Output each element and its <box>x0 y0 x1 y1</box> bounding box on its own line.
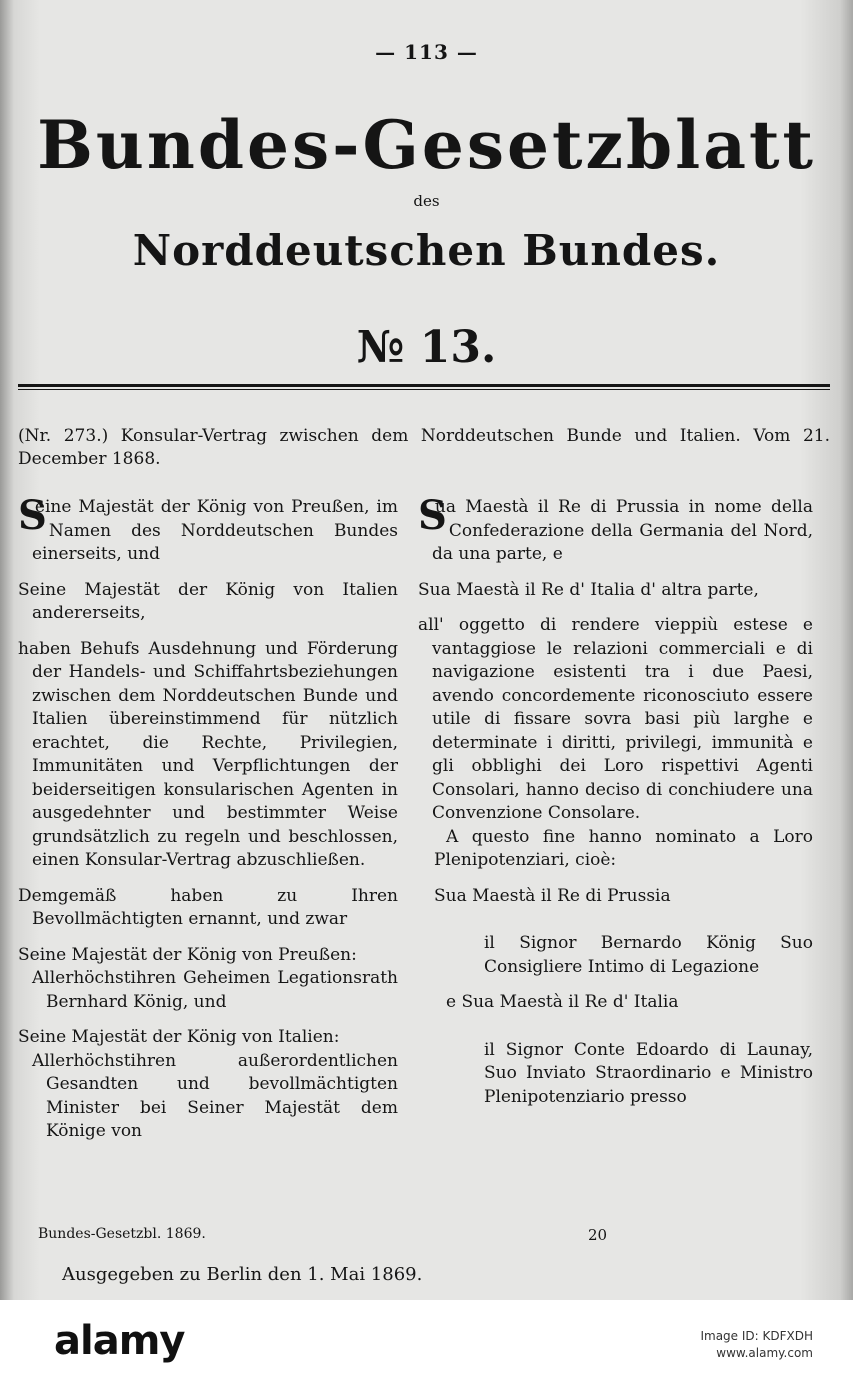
title-article: des <box>413 192 440 210</box>
german-paragraph-7: Seine Majestät der König von Italien: <box>18 1027 340 1047</box>
treaty-heading: (Nr. 273.) Konsular-Vertrag zwischen dem Norddeutschen Bunde und Italien. Vom 21. December 1868. <box>18 426 830 469</box>
italian-paragraph-4: A questo fine hanno nominato a Loro Plenipotenziari, cioè: <box>434 826 813 870</box>
german-paragraph-2: Seine Majestät der König von Italien andererseits, <box>18 579 398 623</box>
italian-column <box>418 492 813 1109</box>
issue-number: № 13. <box>356 322 497 373</box>
italian-paragraph-6: il Signor Bernardo König Suo Consigliere Intimo di Legazione <box>484 933 813 977</box>
image-id: Image ID: KDFXDH <box>700 1329 813 1343</box>
german-paragraph-1-text: eine Majestät der König von Preußen, im Namen des Norddeutschen Bundes einerseits, und <box>32 497 398 564</box>
german-paragraph-3: haben Behufs Ausdehnung und Förderung der Handels- und Schiffahrtsbeziehungen zwischen dem Norddeutschen Bunde und Italien übereinstimmend für nützlich erachtet, die Rechte, Privilegien, Immunitäten und Verpflichtungen der beiderseitigen konsularischen Agenten in ausgedehnter und bestimmter Weise grundsätzlich zu regeln und beschlossen, einen Konsular-Vertrag abzuschließen. <box>18 638 398 870</box>
gazette-subtitle: Norddeutschen Bundes. <box>132 226 721 275</box>
italian-initial: S <box>418 492 447 539</box>
signature-number: 20 <box>588 1226 608 1244</box>
german-paragraph-8: Allerhöchstihren außerordentlichen Gesandten und bevollmächtigten Minister bei Seiner Majestät dem Könige von <box>32 1050 398 1141</box>
italian-paragraph-5: Sua Maestà il Re di Prussia <box>434 885 671 906</box>
german-paragraph-1 <box>18 492 398 567</box>
german-paragraph-5: Seine Majestät der König von Preußen: <box>18 944 357 965</box>
italian-paragraph-1 <box>418 492 813 567</box>
site-url: www.alamy.com <box>716 1346 813 1360</box>
german-paragraph-6: Allerhöchstihren Geheimen Legationsrath Bernhard König, und <box>32 968 398 1012</box>
image-id-block <box>700 1328 813 1362</box>
italian-paragraph-1-text: ua Maestà il Re di Prussia in nome della Confederazione della Germania del Nord, da una parte, e <box>432 497 813 564</box>
header-rule-thin <box>18 389 830 390</box>
footer-gazette-reference: Bundes-Gesetzbl. 1869. <box>38 1226 206 1242</box>
header-rule-thick <box>18 384 830 387</box>
german-column <box>18 492 398 1144</box>
page-number: — 113 — <box>375 40 478 64</box>
gazette-title: Bundes-Gesetzblatt <box>37 106 816 184</box>
italian-paragraph-7: e Sua Maestà il Re d' Italia <box>446 992 679 1012</box>
italian-paragraph-2: Sua Maestà il Re d' Italia d' altra parte, <box>418 579 759 600</box>
german-initial: S <box>18 492 47 539</box>
alamy-logo: alamy <box>54 1318 185 1364</box>
issued-date: Ausgegeben zu Berlin den 1. Mai 1869. <box>62 1264 423 1285</box>
italian-paragraph-8: il Signor Conte Edoardo di Launay, Suo Inviato Straordinario e Ministro Plenipotenziario presso <box>484 1039 813 1107</box>
german-paragraph-4: Demgemäß haben zu Ihren Bevollmächtigten ernannt, und zwar <box>18 885 398 929</box>
italian-paragraph-3: all' oggetto di rendere vieppiù estese e vantaggiose le relazioni commerciali e di navigazione esistenti tra i due Paesi, avendo concordemente riconosciuto essere utile di fissare sovra basi più larghe e determinate i diritti, privilegi, immunità e gli obblighi dei Loro rispettivi Agenti Consolari, hanno deciso di conchiudere una Convenzione Consolare. <box>418 615 813 823</box>
